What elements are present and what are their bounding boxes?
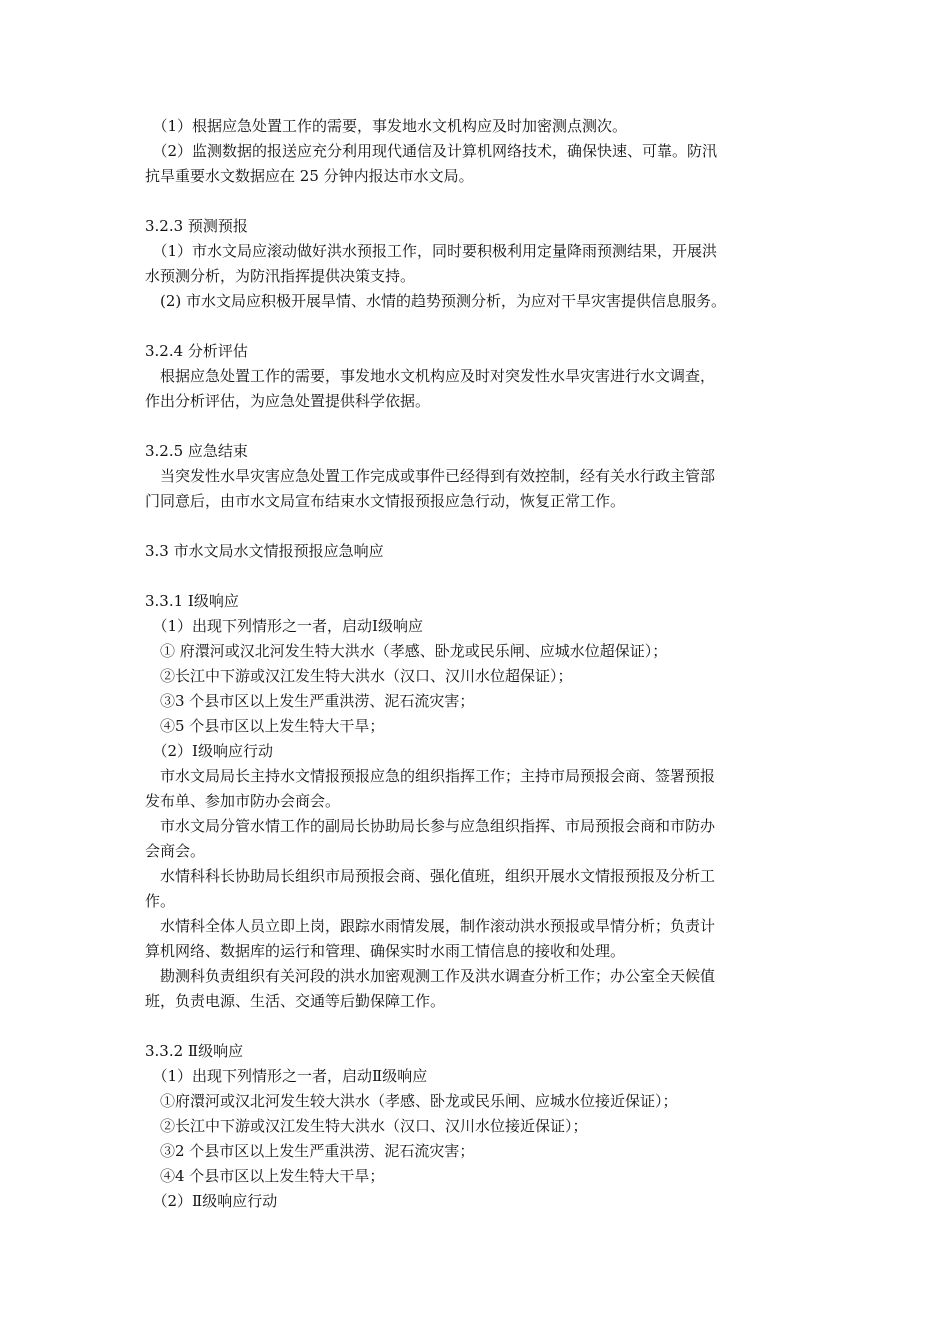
text-line: （1）市水文局应滚动做好洪水预报工作，同时要积极利用定量降雨预测结果，开展洪 <box>145 242 718 260</box>
text-line: ②长江中下游或汉江发生特大洪水（汉口、汉川水位接近保证）； <box>145 1117 588 1135</box>
text-line: 发布单、参加市防办会商会。 <box>145 792 341 810</box>
text-line: 算机网络、数据库的运行和管理、确保实时水雨工情信息的接收和处理。 <box>145 942 626 960</box>
text-line: ④4 个县市区以上发生特大干旱； <box>145 1167 385 1185</box>
text-line: (2) 市水文局应积极开展旱情、水情的趋势预测分析，为应对干旱灾害提供信息服务。 <box>145 292 727 310</box>
text-line: （2）Ⅰ级响应行动 <box>145 742 273 760</box>
text-line: 3.3.2 Ⅱ级响应 <box>145 1042 244 1060</box>
text-line: 抗旱重要水文数据应在 25 分钟内报达市水文局。 <box>145 167 474 185</box>
text-line: （1）出现下列情形之一者，启动Ⅰ级响应 <box>145 617 423 635</box>
text-line: 水预测分析，为防汛指挥提供决策支持。 <box>145 267 416 285</box>
text-line: 班，负责电源、生活、交通等后勤保障工作。 <box>145 992 446 1010</box>
text-line: 根据应急处置工作的需要，事发地水文机构应及时对突发性水旱灾害进行水文调查， <box>145 367 716 385</box>
blank-line <box>145 564 810 589</box>
text-line: 作。 <box>145 892 176 910</box>
text-line: 3.3 市水文局水文情报预报应急响应 <box>145 542 384 560</box>
text-line: （2）Ⅱ级响应行动 <box>145 1192 278 1210</box>
text-line: ①府澴河或汉北河发生较大洪水（孝感、卧龙或民乐闸、应城水位接近保证）； <box>145 1092 678 1110</box>
text-line: 门同意后，由市水文局宣布结束水文情报预报应急行动，恢复正常工作。 <box>145 492 626 510</box>
text-line: 水情科全体人员立即上岗，跟踪水雨情发展，制作滚动洪水预报或旱情分析；负责计 <box>145 917 716 935</box>
blank-line <box>145 414 810 439</box>
text-line: 市水文局局长主持水文情报预报应急的组织指挥工作；主持市局预报会商、签署预报 <box>145 767 716 785</box>
blank-line <box>145 314 810 339</box>
document-page <box>145 114 810 1214</box>
blank-line <box>145 1014 810 1039</box>
text-line: 作出分析评估，为应急处置提供科学依据。 <box>145 392 431 410</box>
text-line: 3.2.5 应急结束 <box>145 442 248 460</box>
text-line: 会商会。 <box>145 842 206 860</box>
text-line: （2）监测数据的报送应充分利用现代通信及计算机网络技术，确保快速、可靠。防汛 <box>145 142 718 160</box>
text-line: 市水文局分管水情工作的副局长协助局长参与应急组织指挥、市局预报会商和市防办 <box>145 817 716 835</box>
text-line: ②长江中下游或汉江发生特大洪水（汉口、汉川水位超保证）； <box>145 667 573 685</box>
text-line: 3.2.3 预测预报 <box>145 217 248 235</box>
blank-line <box>145 189 810 214</box>
text-line: （1）出现下列情形之一者，启动Ⅱ级响应 <box>145 1067 428 1085</box>
text-line: 3.2.4 分析评估 <box>145 342 248 360</box>
text-line: 当突发性水旱灾害应急处置工作完成或事件已经得到有效控制，经有关水行政主管部 <box>145 467 716 485</box>
blank-line <box>145 514 810 539</box>
text-line: ① 府澴河或汉北河发生特大洪水（孝感、卧龙或民乐闸、应城水位超保证）； <box>145 642 668 660</box>
text-line: ③2 个县市区以上发生严重洪涝、泥石流灾害； <box>145 1142 475 1160</box>
text-line: 勘测科负责组织有关河段的洪水加密观测工作及洪水调查分析工作；办公室全天候值 <box>145 967 716 985</box>
text-line: 3.3.1 Ⅰ级响应 <box>145 592 239 610</box>
text-line: ④5 个县市区以上发生特大干旱； <box>145 717 385 735</box>
text-line: 水情科科长协助局长组织市局预报会商、强化值班，组织开展水文情报预报及分析工 <box>145 867 716 885</box>
text-line: （1）根据应急处置工作的需要，事发地水文机构应及时加密测点测次。 <box>145 117 628 135</box>
text-line: ③3 个县市区以上发生严重洪涝、泥石流灾害； <box>145 692 475 710</box>
